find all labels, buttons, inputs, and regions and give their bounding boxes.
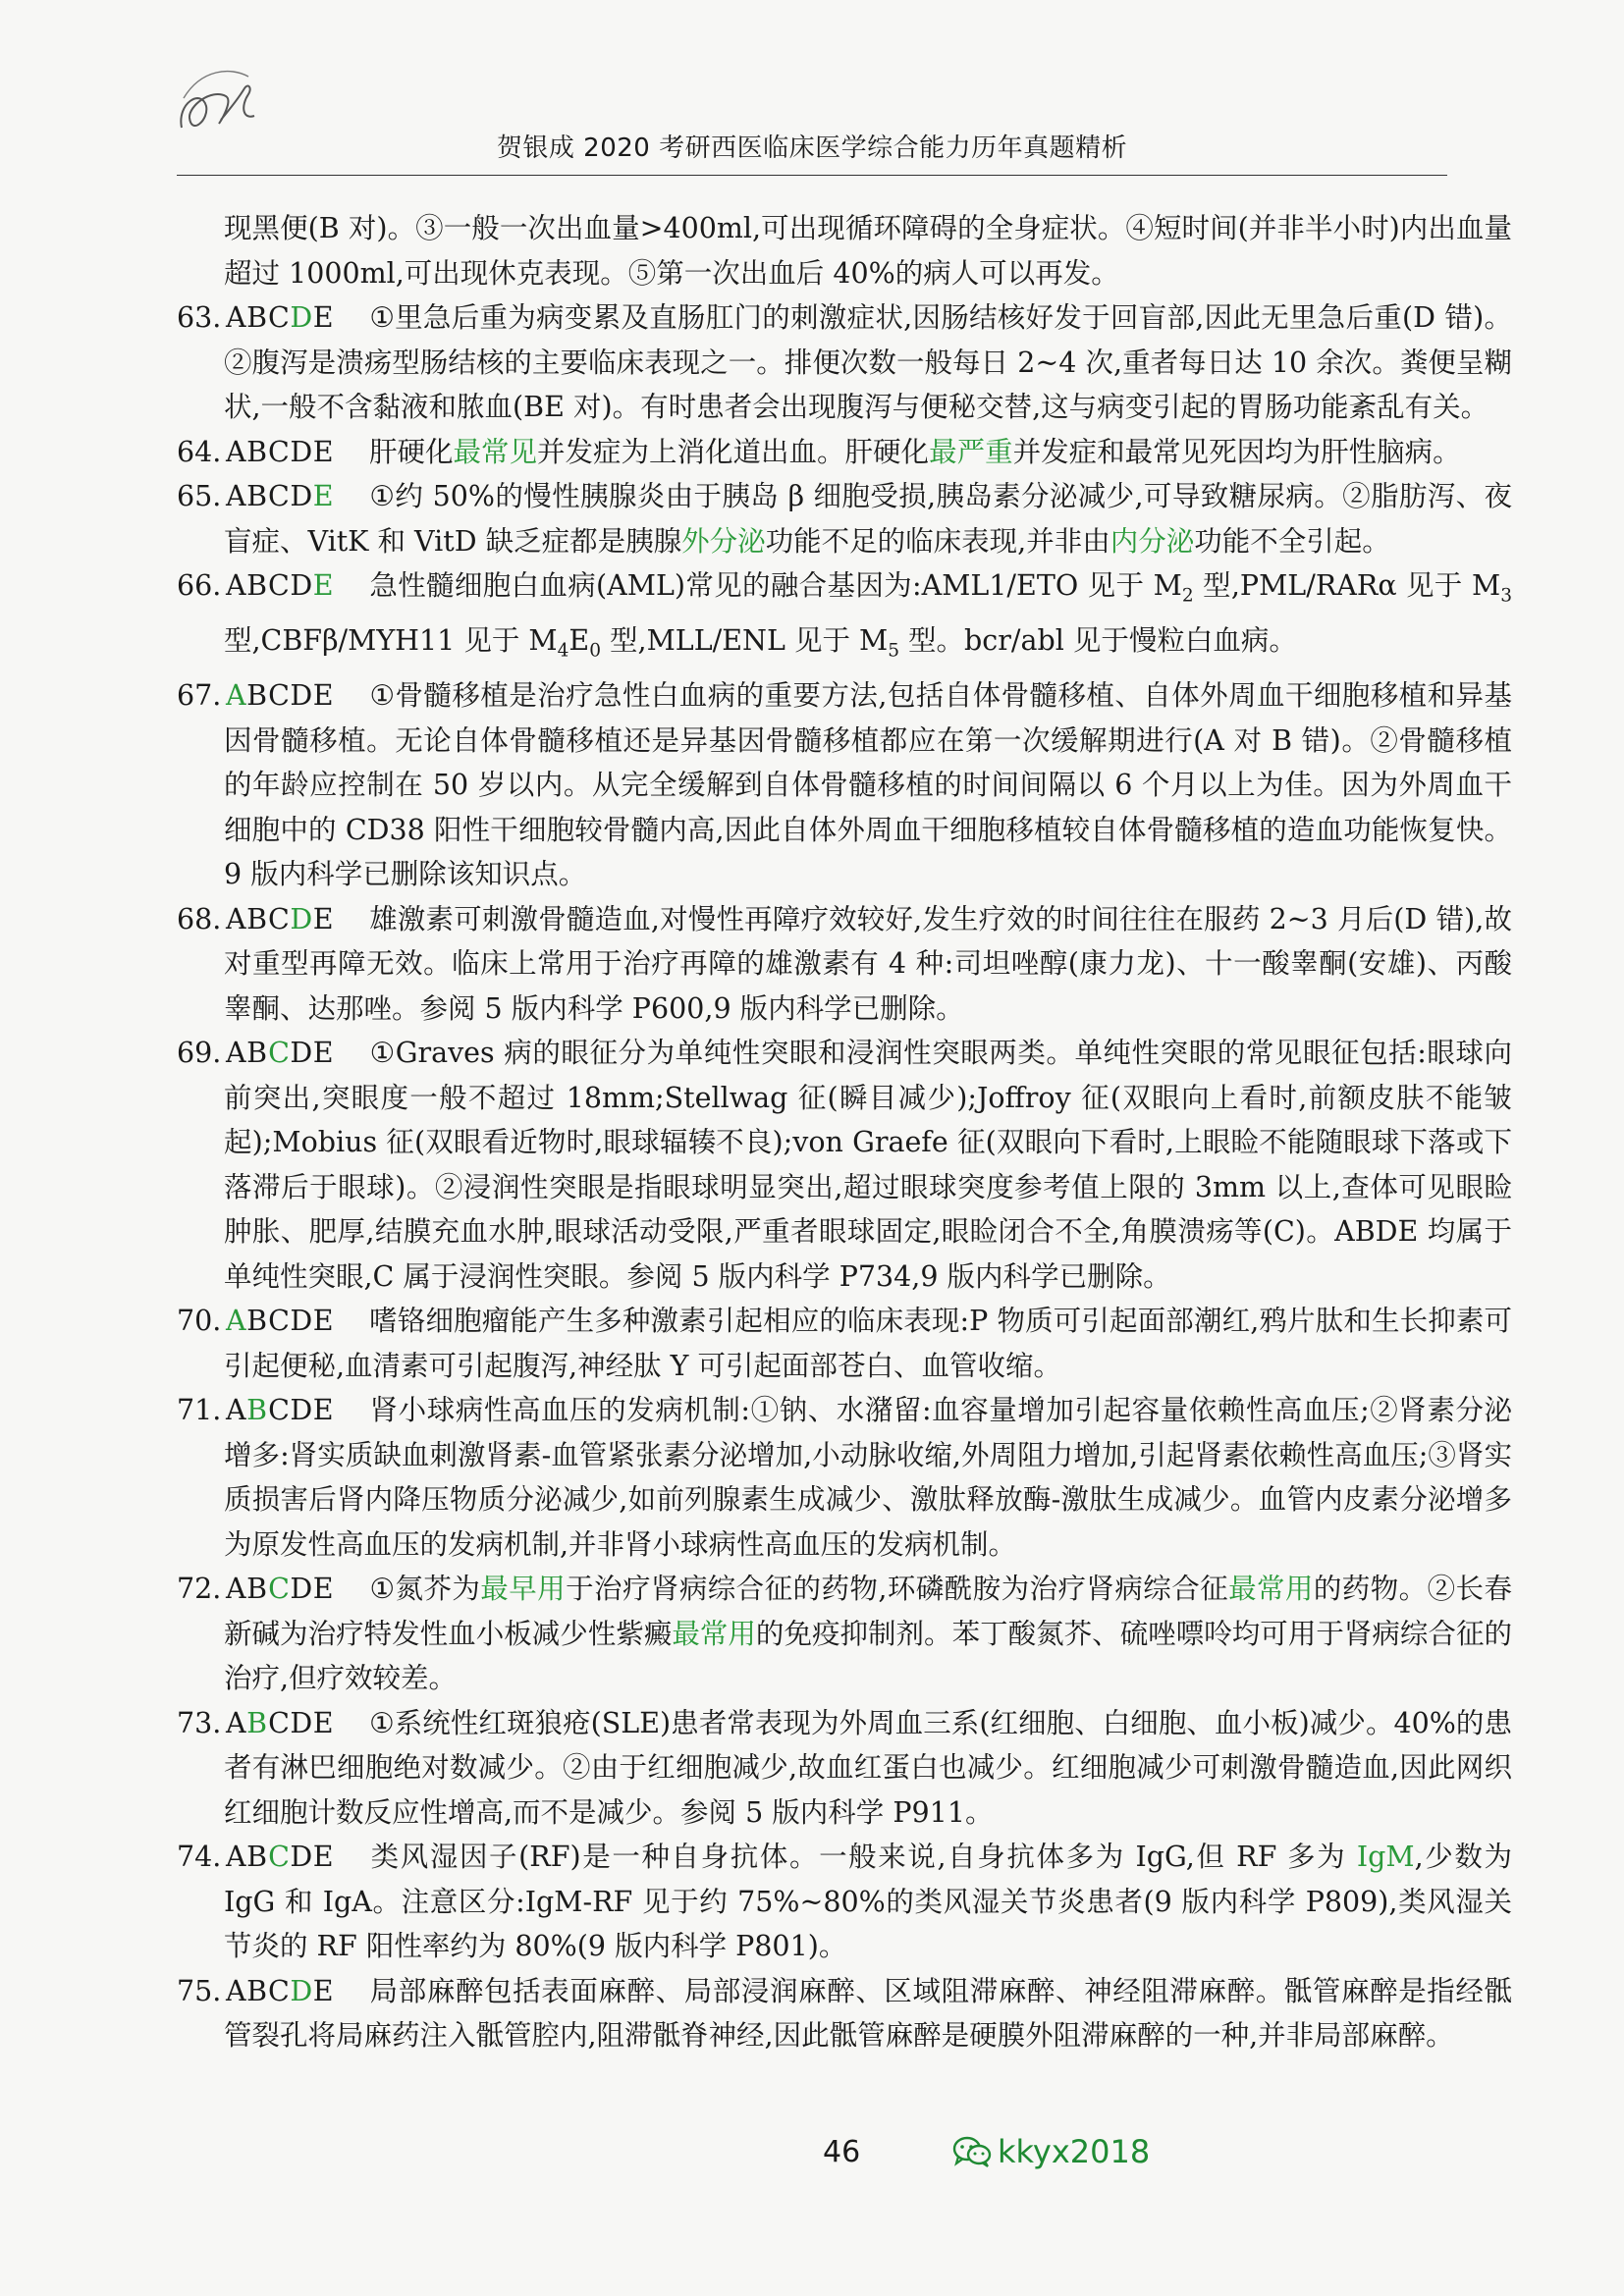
question-number: 70. — [177, 1305, 222, 1338]
question-number: 65. — [177, 480, 222, 512]
question-item-65 — [177, 474, 1512, 563]
question-number: 63. — [177, 301, 222, 334]
answer-options: ABCDE — [226, 1706, 335, 1739]
answer-options: ABCDE — [226, 569, 335, 602]
question-item-69 — [177, 1031, 1512, 1299]
explanation-text: ①氮芥为最早用于治疗肾病综合征的药物,环磷酰胺为治疗肾病综合征最常用的药物。②长春新碱为治疗特发性血小板减少性紫癜最常用的免疫抑制剂。苯丁酸氮芥、硫唑嘌呤均可用于肾病综合征的治疗,但疗效较差。 — [224, 1573, 1512, 1695]
question-number: 69. — [177, 1037, 222, 1070]
wechat-icon — [952, 2135, 992, 2168]
explanation-text: 急性髓细胞白血病(AML)常见的融合基因为:AML1/ETO 见于 $M_2$ 型,PML/RARα 见于 $M_3$ 型,CBFβ/MYH11 见于 $M_4E_0$ 型,MLL/ENL 见于 $M_5$ 型。bcr/abl 见于慢粒白血病。 — [224, 569, 1512, 662]
question-item-73 — [177, 1701, 1512, 1836]
question-number: 67. — [177, 679, 222, 713]
answer-options: ABCDE — [226, 1037, 335, 1070]
explanation-text: ①骨髓移植是治疗急性白血病的重要方法,包括自体骨髓移植、自体外周血干细胞移植和异基因骨髓移植。无论自体骨髓移植还是异基因骨髓移植都应在第一次缓解期进行(A 对 B 错)。②骨髓移植的年龄应控制在 50 岁以内。从完全缓解到自体骨髓移植的时间间隔以 6 个月以上为佳。因为外周血干细胞中的 CD38 阳性干细胞较骨髓内高,因此自体外周血干细胞移植较自体骨髓移植的造血功能恢复快。9 版内科学已删除该知识点。 — [224, 679, 1512, 891]
wechat-watermark — [952, 2132, 1150, 2171]
question-number: 72. — [177, 1573, 222, 1606]
question-item-72 — [177, 1567, 1512, 1701]
question-item-64 — [177, 430, 1512, 475]
answer-options: ABCDE — [226, 902, 335, 935]
explanation-text: 肝硬化最常见并发症为上消化道出血。肝硬化最严重并发症和最常见死因均为肝性脑病。 — [369, 435, 1461, 468]
answer-options: ABCDE — [226, 301, 335, 334]
explanation-text: ①里急后重为病变累及直肠肛门的刺激症状,因肠结核好发于回盲部,因此无里急后重(D 错)。②腹泻是溃疡型肠结核的主要临床表现之一。排便次数一般每日 2~4 次,重者每日达 10 余次。粪便呈糊状,一般不含黏液和脓血(BE 对)。有时患者会出现腹泻与便秘交替,这与病变引起的胃肠功能紊乱有关。 — [224, 301, 1512, 423]
page-number: 46 — [823, 2135, 861, 2169]
intro-continuation: 现黑便(B 对)。③一般一次出血量>400ml,可出现循环障碍的全身症状。④短时间(并非半小时)内出血量超过 1000ml,可出现休克表现。⑤第一次出血后 40%的病人可以再发。 — [224, 212, 1512, 290]
answer-options: ABCDE — [226, 435, 335, 468]
answer-options: ABCDE — [226, 480, 335, 512]
explanation-text: ①Graves 病的眼征分为单纯性突眼和浸润性突眼两类。单纯性突眼的常见眼征包括:眼球向前突出,突眼度一般不超过 18mm;Stellwag 征(瞬目减少);Joffroy 征(双眼向上看时,前额皮肤不能皱起);Mobius 征(双眼看近物时,眼球辐辏不良);von Graefe 征(双眼向下看时,上眼睑不能随眼球下落或下落滞后于眼球)。②浸润性突眼是指眼球明显突出,超过眼球突度参考值上限的 3mm 以上,查体可见眼睑肿胀、肥厚,结膜充血水肿,眼球活动受限,严重者眼球固定,眼睑闭合不全,角膜溃疡等(C)。ABDE 均属于单纯性突眼,C 属于浸润性突眼。参阅 5 版内科学 P734,9 版内科学已删除。 — [224, 1037, 1512, 1293]
answer-options: ABCDE — [226, 679, 335, 713]
explanation-text: 雄激素可刺激骨髓造血,对慢性再障疗效较好,发生疗效的时间往往在服药 2~3 月后(D 错),故对重型再障无效。临床上常用于治疗再障的雄激素有 4 种:司坦唑醇(康力龙)、十一酸睾酮(安雄)、丙酸睾酮、达那唑。参阅 5 版内科学 P600,9 版内科学已删除。 — [224, 902, 1512, 1025]
question-number: 74. — [177, 1841, 222, 1874]
question-item-68 — [177, 897, 1512, 1032]
question-number: 71. — [177, 1394, 222, 1427]
question-item-74 — [177, 1835, 1512, 1969]
question-number: 68. — [177, 902, 222, 935]
question-item-67 — [177, 673, 1512, 897]
question-number: 75. — [177, 1974, 222, 2007]
explanation-text: 局部麻醉包括表面麻醉、局部浸润麻醉、区域阻滞麻醉、神经阻滞麻醉。骶管麻醉是指经骶管裂孔将局麻药注入骶管腔内,阻滞骶脊神经,因此骶管麻醉是硬膜外阻滞麻醉的一种,并非局部麻醉。 — [224, 1974, 1512, 2053]
explanation-text: ①系统性红斑狼疮(SLE)患者常表现为外周血三系(红细胞、白细胞、血小板)减少。40%的患者有淋巴细胞绝对数减少。②由于红细胞减少,故血红蛋白也减少。红细胞减少可刺激骨髓造血,因此网织红细胞计数反应性增高,而不是减少。参阅 5 版内科学 P911。 — [224, 1706, 1512, 1829]
explanation-text: ①约 50%的慢性胰腺炎由于胰岛 β 细胞受损,胰岛素分泌减少,可导致糖尿病。②脂肪泻、夜盲症、VitK 和 VitD 缺乏症都是胰腺外分泌功能不足的临床表现,并非由内分泌功能不全引起。 — [224, 480, 1512, 558]
answer-options: ABCDE — [226, 1305, 335, 1338]
answer-options: ABCDE — [226, 1841, 335, 1874]
answer-explanations — [177, 206, 1512, 2058]
question-item-71 — [177, 1388, 1512, 1567]
explanation-text: 肾小球病性高血压的发病机制:①钠、水潴留:血容量增加引起容量依赖性高血压;②肾素分泌增多:肾实质缺血刺激肾素-血管紧张素分泌增加,小动脉收缩,外周阻力增加,引起肾素依赖性高血压;③肾实质损害后肾内降压物质分泌减少,如前列腺素生成减少、激肽释放酶-激肽生成减少。血管内皮素分泌增多为原发性高血压的发病机制,并非肾小球病性高血压的发病机制。 — [224, 1394, 1512, 1561]
explanation-text: 嗜铬细胞瘤能产生多种激素引起相应的临床表现:P 物质可引起面部潮红,鸦片肽和生长抑素可引起便秘,血清素可引起腹泻,神经肽 Y 可引起面部苍白、血管收缩。 — [224, 1305, 1512, 1382]
question-item-75 — [177, 1969, 1512, 2058]
explanation-text: 类风湿因子(RF)是一种自身抗体。一般来说,自身抗体多为 IgG,但 RF 多为 IgM,少数为 IgG 和 IgA。注意区分:IgM-RF 见于约 75%~80%的类风湿关节炎患者(9 版内科学 P809),类风湿关节炎的 RF 阳性率约为 80%(9 版内科学 P801)。 — [224, 1841, 1512, 1963]
question-number: 66. — [177, 569, 222, 602]
question-item-70 — [177, 1299, 1512, 1388]
watermark-text: kkyx2018 — [998, 2133, 1151, 2170]
header-divider — [177, 175, 1447, 176]
answer-options: ABCDE — [226, 1974, 335, 2007]
question-item-66 — [177, 563, 1512, 673]
answer-options: ABCDE — [226, 1573, 335, 1606]
question-number: 73. — [177, 1706, 222, 1739]
question-item-63 — [177, 295, 1512, 430]
answer-options: ABCDE — [226, 1394, 335, 1427]
question-number: 64. — [177, 435, 222, 468]
page-header-title: 贺银成 2020 考研西医临床医学综合能力历年真题精析 — [496, 133, 1128, 163]
